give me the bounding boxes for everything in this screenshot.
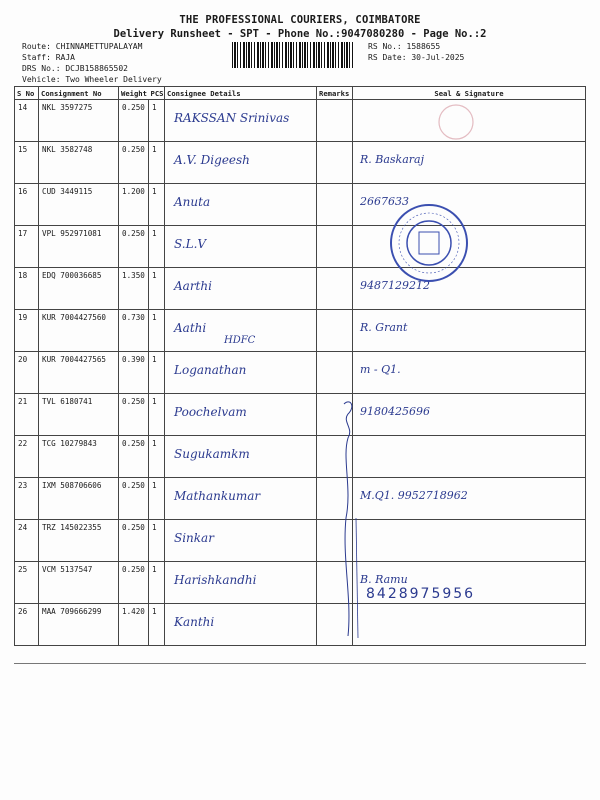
cell-weight: 0.250: [119, 478, 149, 520]
table-row: [15, 268, 586, 310]
cell-signature: [353, 310, 586, 352]
cell-consignment: EDQ 700036685: [39, 268, 119, 310]
header-pcs: PCS: [150, 88, 164, 98]
header-sno: S No: [15, 87, 39, 100]
cell-consignee: [165, 184, 317, 226]
cell-pcs: 1: [149, 478, 165, 520]
cell-sno: 23: [15, 478, 39, 520]
cell-consignment: VPL 952971081: [39, 226, 119, 268]
consignee-name-handwritten: Poochelvam: [174, 405, 247, 419]
header-details: Consignee Details: [165, 87, 317, 100]
signature-handwritten: 9180425696: [360, 405, 430, 418]
cell-remarks: [317, 100, 353, 142]
cell-sno: 16: [15, 184, 39, 226]
cell-consignment: IXM 508706606: [39, 478, 119, 520]
cell-sno: 24: [15, 520, 39, 562]
cell-consignee: [165, 226, 317, 268]
table-row: [15, 562, 586, 604]
consignee-name-handwritten: Sugukamkm: [174, 447, 250, 461]
staff: Staff: RAJA: [22, 53, 75, 62]
table-row: [15, 226, 586, 268]
cell-pcs: 1: [149, 310, 165, 352]
cell-weight: 0.250: [119, 520, 149, 562]
footer-divider: [14, 663, 586, 664]
cell-consignee: [165, 142, 317, 184]
table-row: [15, 520, 586, 562]
cell-weight: 0.730: [119, 310, 149, 352]
cell-consignment: KUR 7004427565: [39, 352, 119, 394]
cell-remarks: [317, 184, 353, 226]
table-row: [15, 142, 586, 184]
consignee-name-handwritten: Aarthi: [174, 279, 212, 293]
consignee-name-handwritten: S.L.V: [174, 237, 207, 251]
phone-handwritten: 8428975956: [366, 586, 476, 602]
cell-consignment: VCM 5137547: [39, 562, 119, 604]
cell-sno: 15: [15, 142, 39, 184]
drs-number: DRS No.: DCJB158865502: [22, 64, 128, 73]
cell-weight: 0.250: [119, 562, 149, 604]
table-row: [15, 310, 586, 352]
header-signature: Seal & Signature: [353, 87, 586, 100]
consignee-note-handwritten: HDFC: [224, 335, 256, 346]
signature-handwritten: 2667633: [360, 195, 409, 208]
cell-remarks: [317, 268, 353, 310]
cell-sno: 25: [15, 562, 39, 604]
cell-signature: [353, 562, 586, 604]
cell-consignee: [165, 352, 317, 394]
cell-sno: 14: [15, 100, 39, 142]
table-row: [15, 436, 586, 478]
signature-handwritten: R. Baskaraj: [360, 153, 425, 166]
cell-consignment: TVL 6180741: [39, 394, 119, 436]
cell-remarks: [317, 352, 353, 394]
signature-handwritten: R. Grant: [360, 321, 408, 334]
cell-weight: 0.250: [119, 100, 149, 142]
table-row: [15, 100, 586, 142]
cell-signature: [353, 142, 586, 184]
cell-consignment: KUR 7004427560: [39, 310, 119, 352]
cell-signature: [353, 394, 586, 436]
cell-consignee: [165, 100, 317, 142]
cell-pcs: 1: [149, 184, 165, 226]
cell-signature: [353, 520, 586, 562]
route-info: [22, 41, 162, 85]
cell-signature: [353, 436, 586, 478]
cell-consignment: TRZ 145022355: [39, 520, 119, 562]
cell-remarks: [317, 310, 353, 352]
consignee-name-handwritten: Aathi: [174, 321, 207, 335]
cell-weight: 0.250: [119, 394, 149, 436]
table-row: [15, 604, 586, 646]
cell-signature: [353, 478, 586, 520]
consignee-name-handwritten: Harishkandhi: [174, 573, 257, 587]
cell-signature: [353, 352, 586, 394]
cell-sno: 18: [15, 268, 39, 310]
table-row: [15, 394, 586, 436]
cell-pcs: 1: [149, 268, 165, 310]
consignee-name-handwritten: Anuta: [174, 195, 211, 209]
cell-consignment: NKL 3597275: [39, 100, 119, 142]
cell-pcs: 1: [149, 100, 165, 142]
table-row: [15, 352, 586, 394]
cell-weight: 0.390: [119, 352, 149, 394]
runsheet-subtitle: Delivery Runsheet - SPT - Phone No.:9047080280 - Page No.:2: [113, 28, 487, 40]
consignee-name-handwritten: A.V. Digeesh: [174, 153, 250, 167]
cell-weight: 0.250: [119, 226, 149, 268]
consignee-name-handwritten: Loganathan: [174, 363, 247, 377]
cell-sno: 26: [15, 604, 39, 646]
cell-remarks: [317, 226, 353, 268]
cell-remarks: [317, 142, 353, 184]
signature-handwritten: M.Q1. 9952718962: [360, 489, 468, 502]
signature-handwritten: m - Q1.: [360, 363, 401, 376]
cell-pcs: 1: [149, 604, 165, 646]
consignee-name-handwritten: Kanthi: [174, 615, 215, 629]
rs-date: RS Date: 30-Jul-2025: [368, 53, 465, 62]
cell-weight: 0.250: [119, 142, 149, 184]
remarks-scribble: [336, 398, 366, 642]
cell-weight: 0.250: [119, 436, 149, 478]
cell-sno: 22: [15, 436, 39, 478]
cell-weight: 1.350: [119, 268, 149, 310]
cell-consignee: [165, 436, 317, 478]
cell-consignee: [165, 604, 317, 646]
runsheet-table: [14, 86, 586, 646]
cell-weight: 1.200: [119, 184, 149, 226]
cell-sno: 21: [15, 394, 39, 436]
barcode: [232, 42, 354, 68]
header-weight: Weight: [119, 87, 149, 100]
rs-info: [368, 41, 464, 63]
cell-pcs: 1: [149, 562, 165, 604]
rs-number: RS No.: 1588655: [368, 42, 441, 51]
header-remarks: Remarks: [317, 87, 353, 100]
cell-consignee: [165, 268, 317, 310]
consignee-name-handwritten: Mathankumar: [174, 489, 261, 503]
cell-pcs: 1: [149, 520, 165, 562]
cell-signature: [353, 604, 586, 646]
cell-sno: 19: [15, 310, 39, 352]
cell-sno: 17: [15, 226, 39, 268]
cell-consignee: [165, 394, 317, 436]
vehicle: Vehicle: Two Wheeler Delivery: [22, 75, 162, 84]
cell-weight: 1.420: [119, 604, 149, 646]
company-title: THE PROFESSIONAL COURIERS, COIMBATORE: [179, 14, 421, 26]
header-consignment: Consignment No: [39, 87, 119, 100]
company-seal-stamp: [388, 202, 470, 284]
signature-handwritten: B. Ramu: [360, 573, 408, 586]
cell-consignment: CUD 3449115: [39, 184, 119, 226]
cell-consignee: [165, 478, 317, 520]
signature-handwritten: 9487129212: [360, 279, 430, 292]
cell-pcs: 1: [149, 436, 165, 478]
cell-consignee: [165, 562, 317, 604]
cell-pcs: 1: [149, 352, 165, 394]
cell-pcs: 1: [149, 394, 165, 436]
cell-sno: 20: [15, 352, 39, 394]
cell-consignment: NKL 3582748: [39, 142, 119, 184]
cell-consignee: [165, 520, 317, 562]
table-row: [15, 184, 586, 226]
consignee-name-handwritten: Sinkar: [174, 531, 214, 545]
cell-pcs: 1: [149, 226, 165, 268]
cell-consignment: MAA 709666299: [39, 604, 119, 646]
route: Route: CHINNAMETTUPALAYAM: [22, 42, 143, 51]
table-header-row: [15, 87, 586, 100]
cell-consignment: TCG 10279843: [39, 436, 119, 478]
table-row: [15, 478, 586, 520]
consignee-name-handwritten: RAKSSAN Srinivas: [174, 111, 290, 125]
small-seal-stamp: [436, 102, 476, 142]
cell-consignee: [165, 310, 317, 352]
cell-pcs: 1: [149, 142, 165, 184]
